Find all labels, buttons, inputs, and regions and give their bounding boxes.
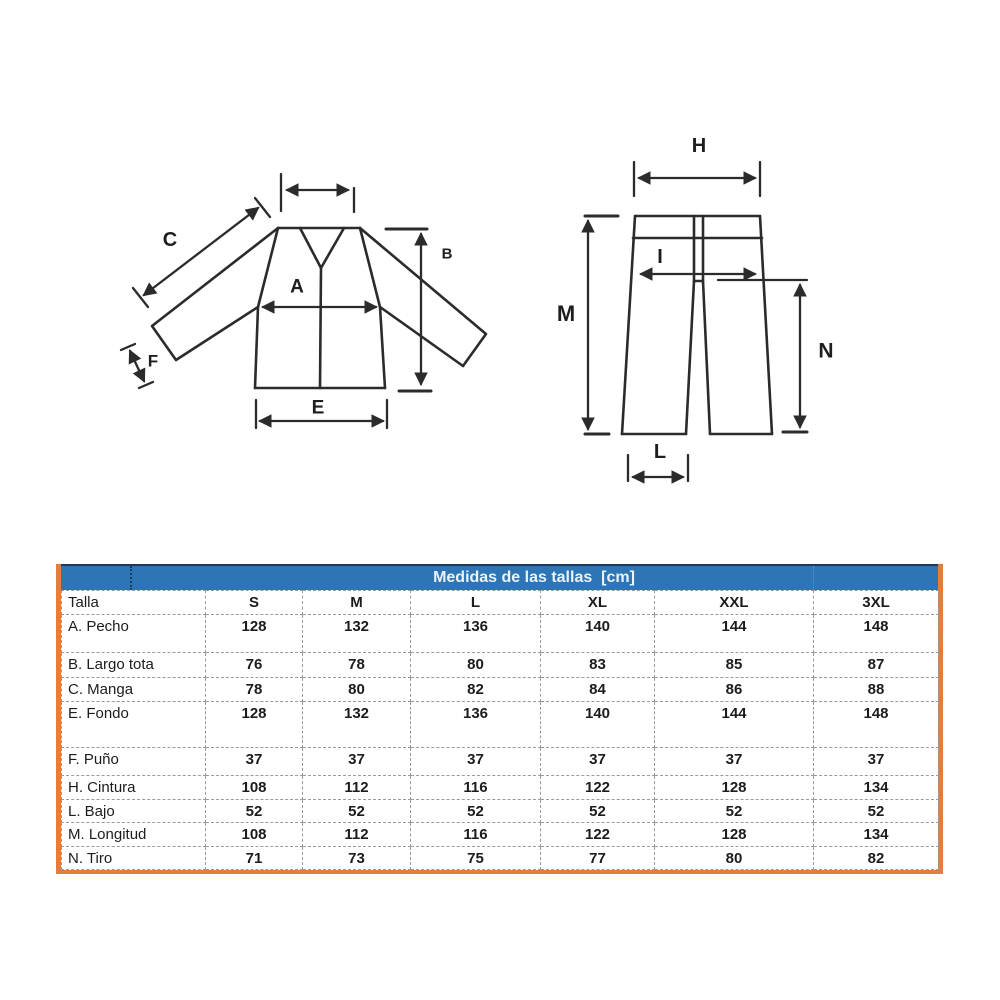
table-row-puno xyxy=(62,748,939,776)
pants-left-outer-edge xyxy=(622,216,635,434)
cell-value: 108 xyxy=(206,776,303,800)
col-header-xl: XL xyxy=(541,591,655,615)
cell-value: 80 xyxy=(411,653,541,678)
table-row-longitud xyxy=(62,823,939,847)
cell-value: 52 xyxy=(814,800,939,823)
cell-value: 134 xyxy=(814,776,939,800)
dim-label-m: M xyxy=(556,301,576,326)
dim-label-h: H xyxy=(691,135,707,157)
table-row-sizes xyxy=(62,591,939,615)
cell-value: 52 xyxy=(206,800,303,823)
dim-label-f: F xyxy=(147,351,159,371)
cell-value: 116 xyxy=(411,823,541,847)
row-label: M. Longitud xyxy=(62,823,206,847)
pants-fly xyxy=(694,216,703,281)
col-header-l: L xyxy=(411,591,541,615)
cell-value: 132 xyxy=(303,702,411,748)
dim-label-e: E xyxy=(311,397,325,419)
pants-dimensions xyxy=(585,162,807,481)
cell-value: 112 xyxy=(303,776,411,800)
cell-value: 140 xyxy=(541,615,655,653)
row-label: H. Cintura xyxy=(62,776,206,800)
cell-value: 128 xyxy=(655,776,814,800)
row-label: C. Manga xyxy=(62,678,206,702)
row-label: F. Puño xyxy=(62,748,206,776)
row-label: A. Pecho xyxy=(62,615,206,653)
cell-value: 52 xyxy=(411,800,541,823)
pants-right-outer-edge xyxy=(760,216,772,434)
cell-value: 83 xyxy=(541,653,655,678)
pants-drawing xyxy=(622,216,772,434)
table-row-tiro xyxy=(62,847,939,870)
cell-value: 82 xyxy=(814,847,939,870)
cell-value: 122 xyxy=(541,823,655,847)
cell-value: 84 xyxy=(541,678,655,702)
cell-value: 82 xyxy=(411,678,541,702)
row-label: E. Fondo xyxy=(62,702,206,748)
dim-h-waist xyxy=(634,162,760,196)
cell-value: 71 xyxy=(206,847,303,870)
table-row-cintura xyxy=(62,776,939,800)
cell-value: 140 xyxy=(541,702,655,748)
cell-value: 37 xyxy=(206,748,303,776)
table-row-pecho xyxy=(62,615,939,653)
cell-value: 144 xyxy=(655,702,814,748)
cell-value: 134 xyxy=(814,823,939,847)
cell-value: 116 xyxy=(411,776,541,800)
cell-value: 37 xyxy=(655,748,814,776)
cell-value: 122 xyxy=(541,776,655,800)
dim-label-a: A xyxy=(290,276,304,298)
cell-value: 88 xyxy=(814,678,939,702)
cell-value: 144 xyxy=(655,615,814,653)
cell-value: 77 xyxy=(541,847,655,870)
cell-value: 85 xyxy=(655,653,814,678)
jacket-vneck xyxy=(300,228,344,268)
dim-c-sleeve xyxy=(133,198,270,307)
table-row-manga xyxy=(62,678,939,702)
cell-value: 128 xyxy=(655,823,814,847)
pants-right-inner-edge xyxy=(703,281,710,434)
size-table xyxy=(56,564,943,874)
dim-label-b: B xyxy=(441,245,453,263)
table-title-bar xyxy=(61,564,938,590)
jacket-right-sleeve xyxy=(360,228,486,366)
cell-value: 80 xyxy=(655,847,814,870)
table-row-largo xyxy=(62,653,939,678)
cell-value: 37 xyxy=(411,748,541,776)
cell-value: 52 xyxy=(303,800,411,823)
pants-left-inner-edge xyxy=(686,281,694,434)
dim-label-n: N xyxy=(818,339,834,363)
cell-value: 108 xyxy=(206,823,303,847)
measurements-table xyxy=(61,590,939,870)
col-header-s: S xyxy=(206,591,303,615)
cell-value: 80 xyxy=(303,678,411,702)
dim-label-c: C xyxy=(162,229,178,251)
cell-value: 128 xyxy=(206,702,303,748)
cell-value: 78 xyxy=(303,653,411,678)
table-row-bajo xyxy=(62,800,939,823)
row-label: B. Largo tota xyxy=(62,653,206,678)
col-header-m: M xyxy=(303,591,411,615)
cell-value: 112 xyxy=(303,823,411,847)
cell-value: 136 xyxy=(411,615,541,653)
dim-label-l: L xyxy=(653,441,667,463)
cell-value: 37 xyxy=(303,748,411,776)
jacket-front-line xyxy=(320,268,321,388)
dim-b-length xyxy=(386,229,431,391)
cell-value: 52 xyxy=(541,800,655,823)
cell-value: 148 xyxy=(814,702,939,748)
cell-value: 136 xyxy=(411,702,541,748)
col-header-xxl: XXL xyxy=(655,591,814,615)
col-header-3xl: 3XL xyxy=(814,591,939,615)
cell-value: 148 xyxy=(814,615,939,653)
dim-n-inseam xyxy=(718,280,807,432)
cell-value: 37 xyxy=(814,748,939,776)
cell-value: 128 xyxy=(206,615,303,653)
cell-value: 87 xyxy=(814,653,939,678)
cell-value: 86 xyxy=(655,678,814,702)
cell-value: 52 xyxy=(655,800,814,823)
cell-value: 132 xyxy=(303,615,411,653)
row-label: N. Tiro xyxy=(62,847,206,870)
cell-value: 75 xyxy=(411,847,541,870)
cell-value: 73 xyxy=(303,847,411,870)
table-row-fondo xyxy=(62,702,939,748)
cell-value: 78 xyxy=(206,678,303,702)
cell-value: 76 xyxy=(206,653,303,678)
table-title: Medidas de las tallas [cm] xyxy=(433,569,635,586)
jacket-dimensions xyxy=(121,174,431,428)
dim-neck-width xyxy=(281,174,354,212)
cell-value: 37 xyxy=(541,748,655,776)
row-label: L. Bajo xyxy=(62,800,206,823)
col-header-talla: Talla xyxy=(62,591,206,615)
dim-m-length xyxy=(585,216,618,434)
dim-label-i: I xyxy=(657,246,663,268)
